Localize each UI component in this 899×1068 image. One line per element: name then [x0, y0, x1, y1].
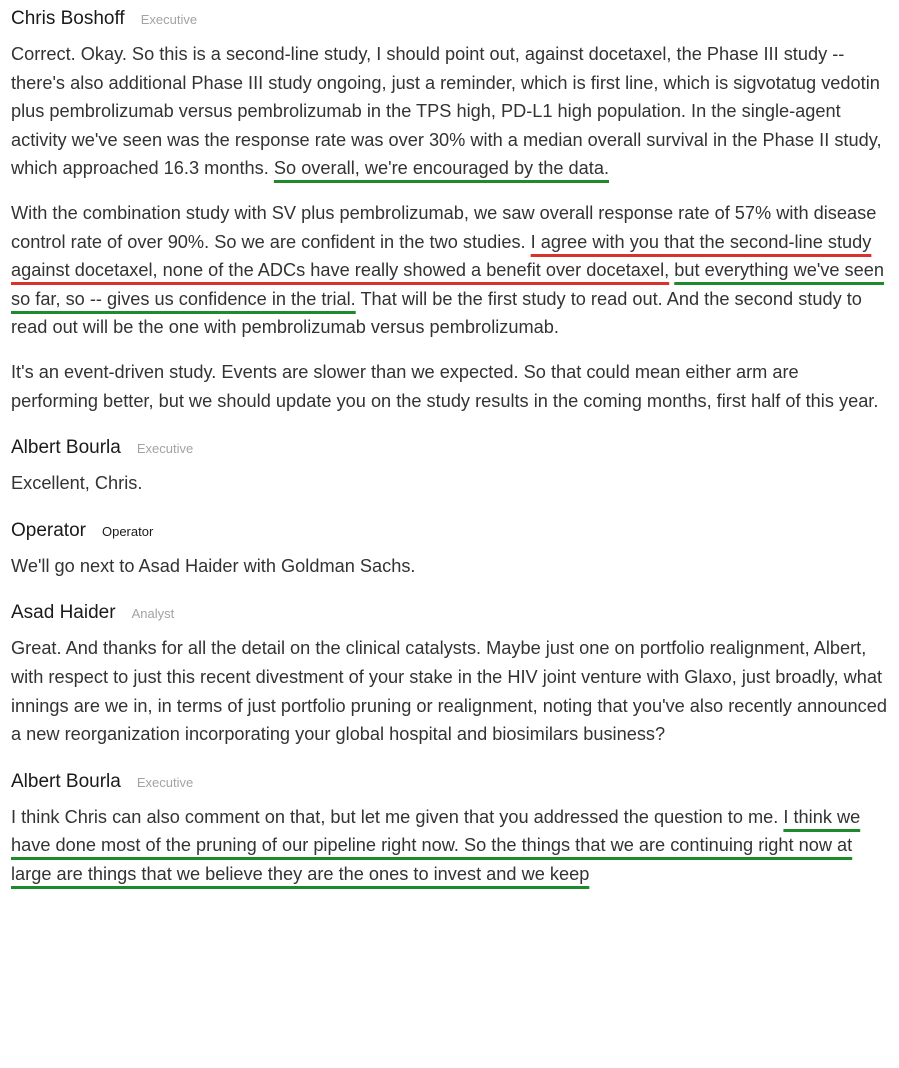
transcript-paragraph	[11, 40, 887, 183]
text-segment: We'll go next to Asad Haider with Goldman Sachs.	[11, 555, 416, 576]
speaker-name[interactable]: Chris Boshoff	[11, 8, 125, 29]
speaker-block	[11, 520, 887, 581]
speaker-role-badge: Analyst	[131, 606, 175, 622]
speaker-header	[11, 437, 887, 461]
speaker-header	[11, 520, 887, 544]
highlight-green: but everything we've seen so far, so -- gives us confidence in the trial.	[11, 260, 884, 309]
speaker-header	[11, 8, 887, 32]
text-segment: I think Chris can also comment on that, but let me given that you addressed the question to me.	[11, 806, 784, 827]
text-segment: With the combination study with SV plus pembrolizumab, we saw overall response rate of 57% with disease control rate of over 90%. So we are confident in the two studies.	[11, 202, 877, 252]
transcript-paragraph	[11, 552, 887, 581]
speaker-block	[11, 602, 887, 748]
speaker-name[interactable]: Asad Haider	[11, 602, 116, 624]
speaker-role-badge: Executive	[136, 441, 194, 457]
speaker-role-badge: Executive	[136, 774, 194, 790]
transcript-paragraph	[11, 199, 887, 342]
speaker-name[interactable]: Albert Bourla	[11, 770, 121, 792]
text-segment: It's an event-driven study. Events are slower than we expected. So that could mean either arm are performing better, but we should update you on the study results in the coming months, first half of this year.	[11, 361, 879, 411]
speaker-name[interactable]: Albert Bourla	[11, 437, 121, 459]
transcript	[0, 8, 899, 888]
text-segment: Excellent, Chris.	[11, 473, 143, 494]
highlight-green: So overall, we're encouraged by the data.	[273, 158, 609, 179]
transcript-paragraph	[11, 634, 887, 748]
text-segment: Great. And thanks for all the detail on the clinical catalysts. Maybe just one on portfolio realignment, Albert, with respect to just this recent divestment of your stake in the HIV joint venture with Glaxo, just broadly, what innings are we in, in terms of just portfolio pruning or realignment, noting that you've also recently announced a new reorganization incorporating your global hospital and biosimilars business?	[11, 638, 887, 745]
text-segment: Correct. Okay. So this is a second-line study, I should point out, against docetaxel, the Phase III study -- there's also additional Phase III study ongoing, just a reminder, which is first line, which is sigvotatug vedotin plus pembrolizumab versus pembrolizumab in the TPS high, PD-L1 high population. In the single-agent activity we've seen was the response rate was over 30% with a median overall survival in the Phase II study, which approached 16.3 months.	[11, 44, 882, 179]
speaker-role-badge: Executive	[140, 12, 198, 27]
highlight-green: I think we have done most of the pruning of our pipeline right now. So the things that we are continuing right now at large are things that we believe they are the ones to invest and we keep	[11, 806, 861, 884]
speaker-block	[11, 771, 887, 889]
speaker-header	[11, 771, 887, 795]
highlight-red: I agree with you that the second-line study against docetaxel, none of the ADCs have really showed a benefit over docetaxel,	[11, 231, 872, 281]
transcript-paragraph	[11, 358, 887, 415]
text-segment: That will be the first study to read out. And the second study to read out will be the one with pembrolizumab versus pembrolizumab.	[11, 288, 862, 338]
speaker-block	[11, 8, 887, 415]
transcript-paragraph	[11, 469, 887, 498]
speaker-name[interactable]: Operator	[11, 519, 86, 541]
speaker-role-badge: Operator	[101, 523, 154, 539]
speaker-block	[11, 437, 887, 498]
speaker-header	[11, 602, 887, 626]
transcript-paragraph	[11, 803, 887, 889]
